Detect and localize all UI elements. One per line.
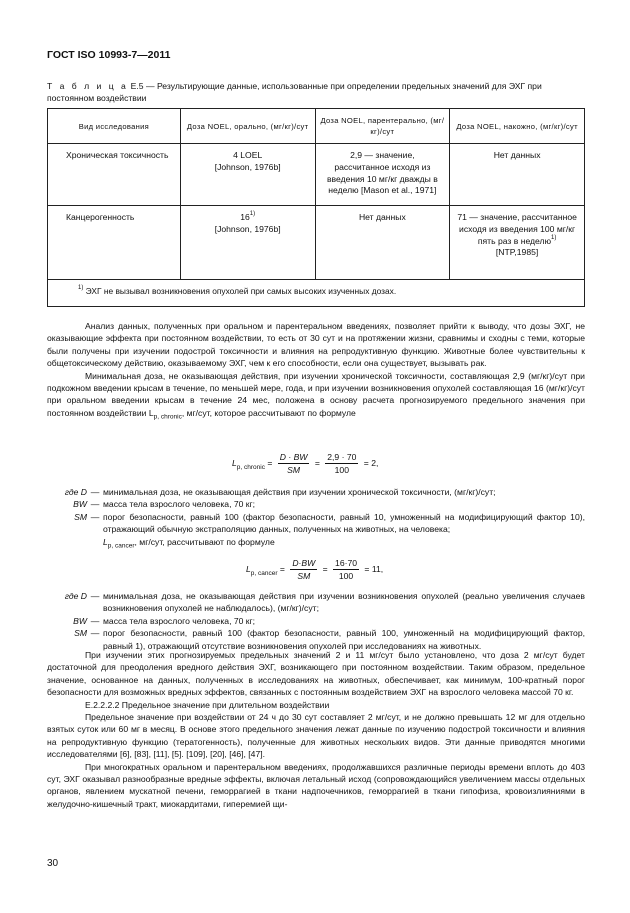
where-key: BW: [73, 499, 87, 510]
formula-lhs-sub: p, chronic: [236, 463, 265, 471]
where-item: где D — минимальная доза, не оказывающая действия при изучении возникновения опухолей (реально увеличения случаев возникновения опухолей не наблюдалось), (мг/кг)/сут;: [47, 590, 585, 615]
denominator: SM: [287, 465, 301, 476]
cell-study-type: Канцерогенность: [48, 206, 181, 280]
footnote-text: ЭХГ не вызывал возникновения опухолей при самых высоких изученных дозах.: [85, 286, 397, 296]
document-header: ГОСТ ISO 10993-7—2011: [47, 49, 171, 61]
cell-dermal: Нет данных: [450, 144, 585, 206]
formula-result: = 11,: [364, 564, 384, 575]
formula-lhs: L: [232, 458, 237, 469]
where-key: SM: [74, 511, 87, 522]
where-value: минимальная доза, не оказывающая действия при изучении возникновения опухолей (реально увеличения случаев возникновения опухолей не наблюдалось), (мг/кг)/сут;: [103, 591, 585, 614]
fraction: [333, 557, 359, 583]
numerator: 2,9 · 70: [325, 451, 358, 464]
table-footnote: [48, 280, 585, 307]
denominator: 100: [338, 571, 354, 582]
table-header-row: [48, 109, 585, 144]
paragraph-text: , мг/сут, которое рассчитывают по формуле: [181, 407, 356, 418]
where-key: где D: [64, 487, 87, 497]
where-key: BW: [73, 615, 87, 626]
where-value: порог безопасности, равный 100 (фактор безопасности, равный 100, умноженный на модифицирующий фактор, равный 1), отражающий отсутствие возникновения опухолей при исследованиях на животных.: [103, 628, 585, 651]
fraction: [290, 557, 317, 583]
oral-value: 16: [240, 212, 250, 222]
where-tail: , мг/сут, рассчитывают по формуле: [134, 536, 275, 547]
formula-result: = 2,: [363, 458, 379, 469]
paragraph: [47, 370, 585, 420]
table-footnote-row: [48, 280, 585, 307]
page-number: 30: [47, 858, 59, 869]
footnote-ref: 1): [551, 234, 557, 241]
dermal-value: 71 — значение, рассчитанное исходя из введения 100 мг/кг пять раз в неделю: [457, 212, 577, 246]
footnote-mark: 1): [78, 285, 84, 292]
dermal-ref: [NTP,1985]: [495, 247, 539, 258]
where-value-text: порог безопасности, равный 100 (фактор безопасности, равный 10, умноженный на модифицирующий фактор 10), отражающий обычную экстраполяцию данных, полученных на животных, на человека;: [103, 511, 585, 535]
where-key: где D: [64, 591, 87, 601]
denominator: SM: [297, 571, 311, 582]
oral-ref: [Johnson, 1976b]: [214, 223, 281, 234]
subscript: p, chronic: [153, 413, 182, 421]
where-value: [103, 511, 585, 548]
where-value: масса тела взрослого человека, 70 кг;: [103, 615, 256, 626]
where-item: где D — минимальная доза, не оказывающая действия при изучении хронической токсичности, (мг/кг)/сут;: [47, 486, 585, 498]
where-item: SM — порог безопасности, равный 100 (фактор безопасности, равный 10, умноженный на модифицирующий фактор 10), отражающий обычную экстраполяцию данных, полученных на животных, на человека; $L_{p, cancer}$, мг/сут, рассчитывают по формуле: [47, 511, 585, 548]
where-list-1: [47, 486, 585, 548]
where-item: SM — порог безопасности, равный 100 (фактор безопасности, равный 100, умноженный на модифицирующий фактор, равный 1), отражающий отсутствие возникновения опухолей при исследованиях на животных.: [47, 627, 585, 652]
oral-ref: [Johnson, 1976b]: [214, 161, 281, 172]
table-row: [48, 144, 585, 206]
cell-parenteral: 2,9 — значение, рассчитанное исходя из введения 10 мг/кг дважды в неделю [Mason et al., 1971]: [315, 144, 450, 206]
cell-oral: [180, 206, 315, 280]
cell-parenteral: Нет данных: [315, 206, 450, 280]
col-header-parenteral: Доза NOEL, парентерально, (мг/кг)/сут: [315, 109, 450, 144]
formula-chronic: $L_{p, chronic}$ = $\frac{D \cdot BW}{SM}$ = $\frac{2,9 \cdot 70}{100}$ = 2,: [232, 452, 379, 476]
numerator: D·BW: [290, 557, 317, 570]
cell-dermal: [450, 206, 585, 280]
where-list-2: [47, 590, 585, 652]
fraction: [278, 451, 310, 477]
oral-value: 4 LOEL: [233, 150, 263, 160]
paragraph: При изучении этих прогнозируемых предельных значений 2 и 11 мг/сут было установлено, что доза 2 мг/сут будет достаточной для преодоления вредного действия ЭХГ, возникающего при постоянном воздействии. Таким образом, предельное значение, основанное на данных, полученных в исследованиях на животных, обеспечивает, как минимум, 100-кратный порог безопасности для возможных вредных эффектов, связанных с постоянным воздействием ЭХГ на взрослого человека массой 70 кг.: [47, 650, 585, 698]
denominator: 100: [334, 465, 349, 476]
caption-label: Т а б л и ц а: [47, 81, 129, 91]
cell-study-type: Хроническая токсичность: [48, 144, 181, 206]
numerator: 16·70: [333, 557, 359, 570]
table-row: [48, 206, 585, 280]
footnote-ref: 1): [249, 211, 256, 218]
where-item: BW — масса тела взрослого человека, 70 кг;: [47, 498, 585, 510]
formula-cancer: $L_{p, cancer}$ = $\frac{D\cdot BW}{SM}$ = $\frac{16\cdot 70}{100}$ = 11,: [246, 558, 384, 582]
results-table: [47, 108, 585, 307]
where-item: BW — масса тела взрослого человека, 70 кг;: [47, 615, 585, 627]
where-tail-sub: p, cancer: [107, 542, 135, 550]
paragraph: При многократных оральном и парентеральном введениях, продолжавшихся различные периоды времени вплоть до 403 сут, ЭХГ оказывал разнообразные вредные эффекты, включая летальный исход (сопровождающийся увеличением массы отдельных органов, явлением мускатной печени, геморрагией в ткани надпочечников, геморрагией в ткани гипофиза, кровоизлияниями в желудочно-кишечный тракт, миокардитами, гиперемией щи-: [47, 761, 585, 809]
numerator: D · BW: [278, 451, 310, 464]
paragraph: Анализ данных, полученных при оральном и парентеральном введениях, позволяет прийти к выводу, что дозы ЭХГ, не оказывающие эффекта при постоянном воздействии, то есть от 30 сут и на протяжении жизни, сравнимы и сходны с теми, которые были получены при изучении подострой токсичности и влияния на репродуктивную функцию. Животные более чувствительны к общетоксическому действию, оказываемому ЭХГ, чем к его способности, если она существует, вызывать рак.: [47, 321, 585, 369]
fraction: [325, 451, 358, 477]
formula-lhs: L: [246, 564, 251, 575]
body-text-block-2: [47, 649, 585, 810]
col-header-dermal: Доза NOEL, накожно, (мг/кг)/сут: [450, 109, 585, 144]
body-text-block-1: [47, 320, 585, 419]
table-caption: [47, 80, 587, 104]
where-value: масса тела взрослого человека, 70 кг;: [103, 499, 256, 510]
cell-oral: [180, 144, 315, 206]
col-header-oral: Доза NOEL, орально, (мг/кг)/сут: [180, 109, 315, 144]
col-header-study: Вид исследования: [48, 109, 181, 144]
section-heading: Е.2.2.2.2 Предельное значение при длительном воздействии: [85, 699, 330, 710]
caption-text: Е.5 — Результирующие данные, использованные при определении предельных значений для ЭХГ при постоянном воздействии: [47, 81, 542, 103]
where-tail-L: L: [103, 536, 108, 547]
where-value: минимальная доза, не оказывающая действия при изучении хронической токсичности, (мг/кг)/сут;: [103, 487, 496, 497]
paragraph: Предельное значение при воздействии от 24 ч до 30 сут составляет 2 мг/сут, и не должно превышать 12 мг для отдельно взятых суток или 60 мг в месяц. В основе этого предельного значения лежат данные по изучению подострой токсичности и влияния на репродуктивную функцию (тератогенность), полученные для животных нескольких видов. Эти данные приводятся многими исследователями [6], [83], [11], [5]. [109], [20], [46], [47].: [47, 712, 585, 760]
where-key: SM: [74, 628, 87, 639]
paragraph-text: Минимальная доза, не оказывающая действия, при изучении хронической токсичности, составляющая 2,9 (мг/кг)/сут при подкожном введении крысам в течение, по меньшей мере, года, и при изучении возникновения опухолей составляющая 16 (мг/кг)/сут при оральном введении крысам в течение 24 мес, положена в основу расчета прогнозируемого предельного значения при постоянном воздействии L: [47, 370, 585, 418]
formula-lhs-sub: p, cancer: [250, 569, 278, 577]
